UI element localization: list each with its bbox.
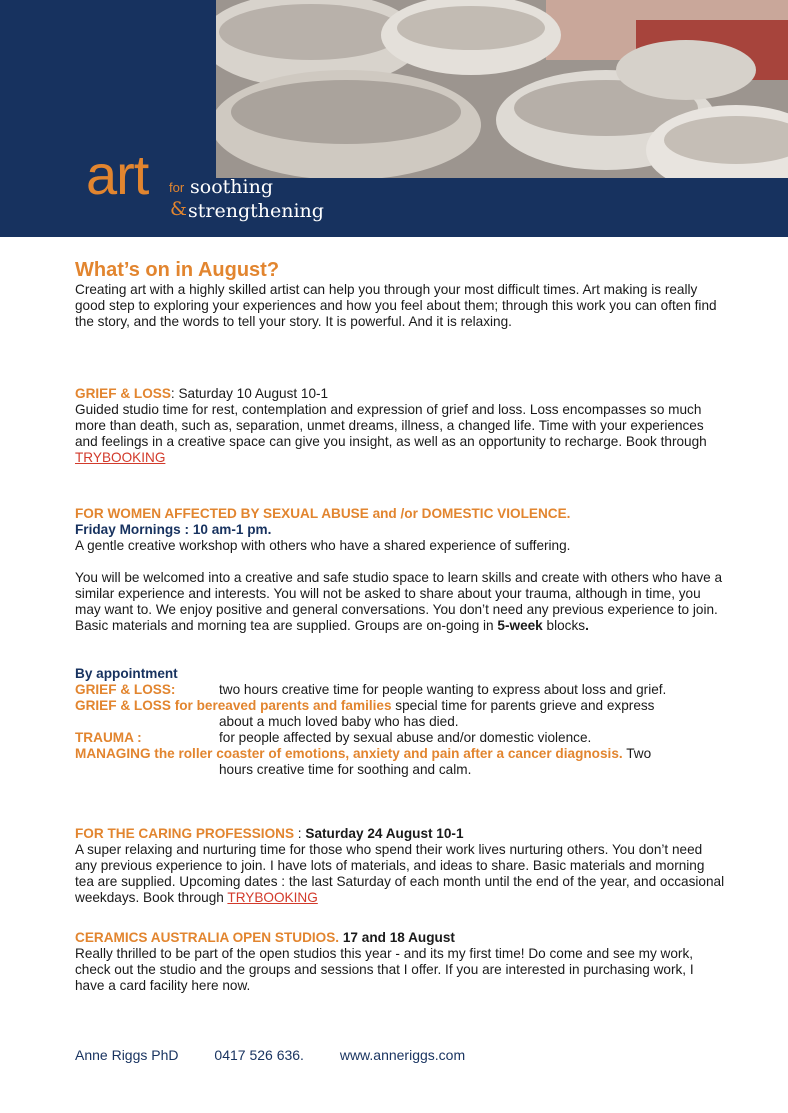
women-blocks-bold: 5-week xyxy=(497,618,543,633)
women-period: . xyxy=(585,618,589,633)
main-content xyxy=(75,258,725,994)
footer-name: Anne Riggs PhD xyxy=(75,1047,179,1063)
logo xyxy=(86,143,326,230)
grief-heading: GRIEF & LOSS xyxy=(75,386,171,401)
women-line: A gentle creative workshop with others who have a shared experience of suffering. xyxy=(75,538,571,553)
appointment-bereaved-label: GRIEF & LOSS for bereaved parents and families xyxy=(75,698,392,713)
grief-date: Saturday 10 August 10-1 xyxy=(178,386,329,401)
women-section xyxy=(75,506,725,634)
appointment-heading: By appointment xyxy=(75,666,178,681)
page-title: What’s on in August? xyxy=(75,259,280,281)
caring-sep: : xyxy=(294,826,306,841)
caring-date: Saturday 24 August 10-1 xyxy=(305,826,464,841)
appointment-bereaved-text: special time for parents grieve and express xyxy=(391,698,655,713)
logo-art: art xyxy=(86,143,149,206)
grief-body-text: Guided studio time for rest, contemplation and expression of grief and loss. Loss encompasses so much more than death, such as, separation, unmet dreams, illness, a changed life. Time with your experiences and feelings in a creative space can give you insight, as well as an opportunity to recharge. Book through xyxy=(75,402,707,449)
appointment-cancer-text: Two xyxy=(622,746,652,761)
logo-for: for xyxy=(169,180,185,195)
appointment-cancer-label: MANAGING the roller coaster of emotions, anxiety and pain after a cancer diagnosis. xyxy=(75,746,623,761)
header-banner xyxy=(0,0,788,237)
caring-trybooking-link[interactable]: TRYBOOKING xyxy=(227,890,318,905)
ceramics-section xyxy=(75,930,725,994)
appointment-cancer-row xyxy=(75,746,725,762)
women-body-text: You will be welcomed into a creative and safe studio space to learn skills and create with others who have a similar experience and interests. You will not be asked to share about your trauma, although in time, you may want to. We enjoy positive and general conversations. You don’t need any previous experience to join. Basic materials and morning tea are supplied. Groups are on-going in xyxy=(75,570,723,633)
appointment-bereaved-text2: about a much loved baby who has died. xyxy=(219,714,459,729)
footer xyxy=(75,1047,497,1063)
appointment-section xyxy=(75,666,725,778)
logo-strengthening: strengthening xyxy=(188,200,324,222)
logo-ampersand: & xyxy=(170,198,187,220)
intro-paragraph: Creating art with a highly skilled artist can help you through your most difficult times. Art making is really good step to exploring your experiences and how you feel about them; through this work you can often find the story, and the words to tell your story. It is powerful. And it is relaxing. xyxy=(75,282,717,329)
grief-body xyxy=(75,402,725,466)
appointment-grief-row xyxy=(75,682,725,698)
grief-trybooking-link[interactable]: TRYBOOKING xyxy=(75,450,166,465)
caring-heading-line xyxy=(75,826,725,842)
ceramics-body: Really thrilled to be part of the open studios this year - and its my first time! Do come and see my work, check out the studio and the groups and sessions that I offer. If you are interested in purchasing work, I have a card facility here now. xyxy=(75,946,694,993)
caring-body xyxy=(75,842,725,906)
caring-body-text: A super relaxing and nurturing time for those who spend their work lives nurturing others. You don’t need any previous experience to join. I have lots of materials, and ideas to share. Basic materials and morning tea are supplied. Upcoming dates : the last Saturday of each month until the end of the year, and occasional weekdays. Book through xyxy=(75,842,725,905)
appointment-trauma-label: TRAUMA : xyxy=(75,730,142,745)
ceramics-heading: CERAMICS AUSTRALIA OPEN STUDIOS. xyxy=(75,930,340,945)
logo-soothing: soothing xyxy=(190,176,273,198)
appointment-trauma-text: for people affected by sexual abuse and/or domestic violence. xyxy=(219,730,592,745)
appointment-cancer-text2: hours creative time for soothing and calm. xyxy=(219,762,472,777)
grief-colon: : xyxy=(170,386,179,401)
caring-heading: FOR THE CARING PROFESSIONS xyxy=(75,826,295,841)
women-time: Friday Mornings : 10 am-1 pm. xyxy=(75,522,272,537)
women-heading: FOR WOMEN AFFECTED BY SEXUAL ABUSE and /or DOMESTIC VIOLENCE. xyxy=(75,506,571,521)
caring-section xyxy=(75,826,725,906)
appointment-trauma-row xyxy=(75,730,725,746)
ceramics-heading-line xyxy=(75,930,725,946)
women-body xyxy=(75,570,725,634)
footer-phone: 0417 526 636. xyxy=(214,1047,304,1063)
ceramics-date: 17 and 18 August xyxy=(339,930,455,945)
women-blocks-after: blocks xyxy=(542,618,586,633)
footer-website[interactable]: www.anneriggs.com xyxy=(339,1047,466,1063)
grief-heading-line xyxy=(75,386,725,402)
appointment-bereaved-row xyxy=(75,698,725,714)
appointment-grief-text: two hours creative time for people wanting to express about loss and grief. xyxy=(219,682,667,697)
appointment-grief-label: GRIEF & LOSS: xyxy=(75,682,176,697)
grief-section xyxy=(75,386,725,466)
